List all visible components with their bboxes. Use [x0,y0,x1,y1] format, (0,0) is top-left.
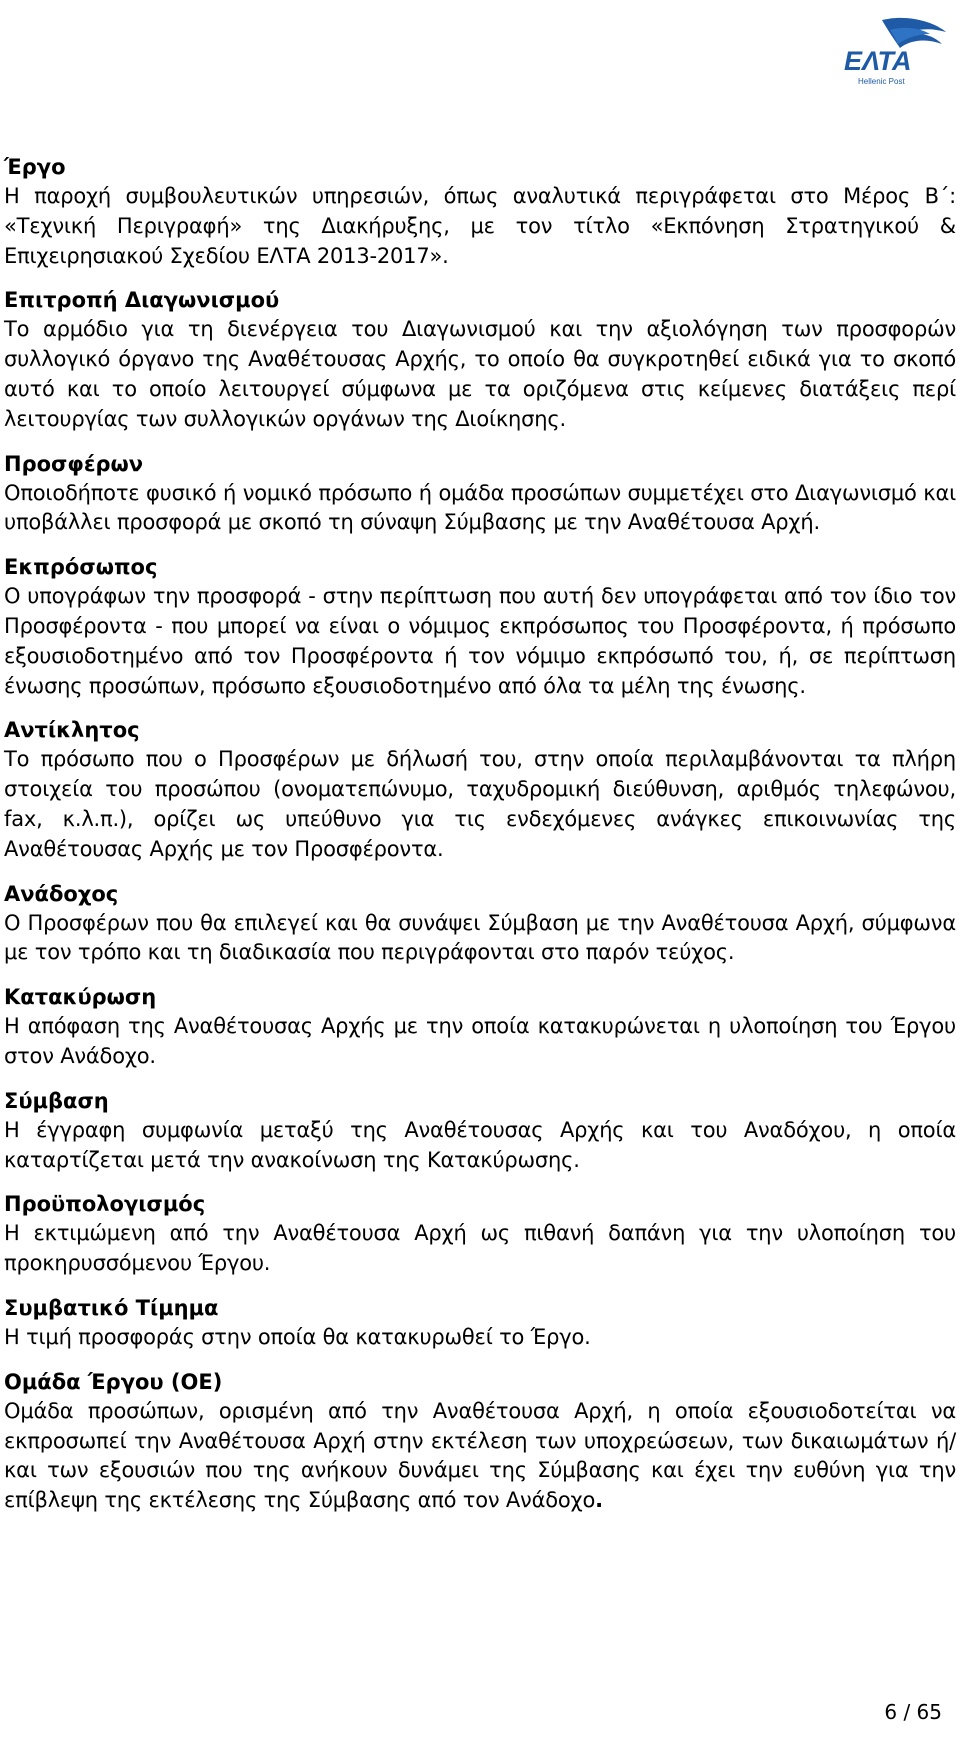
term-definition: Ο Προσφέρων που θα επιλεγεί και θα συνάψει Σύμβαση με την Αναθέτουσα Αρχή, σύμφωνα με τον τρόπο και τη διαδικασία που περιγράφονται στο παρόν τεύχος. [4,910,956,965]
term-definition: Το αρμόδιο για τη διενέργεια του Διαγωνισμού και την αξιολόγηση των προσφορών συλλογικό όργανο της Αναθέτουσας Αρχής, το οποίο θα συγκροτηθεί ειδικά για το σκοπό αυτό και το οποίο λειτουργεί σύμφωνα με τα οριζόμενα στις κείμενες διατάξεις περί λειτουργίας των συλλογικών οργάνων της Διοίκησης. [4,317,956,431]
elta-logo-graphic [838,12,950,90]
definition-antikiltos [4,715,956,864]
term-heading: Επιτροπή Διαγωνισμού [4,288,280,313]
term-heading: Ανάδοχος [4,881,119,906]
definition-omada-ergou [4,1367,956,1516]
term-definition: Ομάδα προσώπων, ορισμένη από την Αναθέτουσα Αρχή, η οποία εξουσιοδοτείται να εκπροσωπεί την Αναθέτουσα Αρχή στην εκτέλεση των υποχρεώσεων, των δικαιωμάτων ή/ και των εξουσιών που της ανήκουν δυνάμει της Σύμβασης και έχει την ευθύνη για την επίβλεψη της εκτέλεσης της Σύμβασης από τον Ανάδοχο [4,1398,956,1513]
term-definition: Το πρόσωπο που ο Προσφέρων με δήλωσή του, στην οποία περιλαμβάνονται τα πλήρη στοιχεία του προσώπου (ονοματεπώνυμο, ταχυδρομική διεύθυνση, αριθμός τηλεφώνου, fax, κ.λ.π.), ορίζει ως υπεύθυνο για τις ενδεχόμενες ανάγκες επικοινωνίας της Αναθέτουσας Αρχής με τον Προσφέροντα. [4,747,956,861]
elta-logo [838,12,950,90]
elta-logo-text: ΕΛΤΑ [844,46,912,76]
term-heading: Έργο [4,155,66,179]
definition-end-period: . [595,1488,603,1513]
term-definition: Ο υπογράφων την προσφορά - στην περίπτωση που αυτή δεν υπογράφεται από τον ίδιο τον Προσφέροντα - που μπορεί να είναι ο νόμιμος εκπρόσωπος του Προσφέροντα, ή πρόσωπο εξουσιοδοτημένο από τον Προσφέροντα ή τον νόμιμο εκπρόσωπό του, ή, σε περίπτωση ένωσης προσώπων, πρόσωπο εξουσιοδοτημένο από όλα τα μέλη της ένωσης. [4,584,956,698]
term-definition: Η παροχή συμβουλευτικών υπηρεσιών, όπως αναλυτικά περιγράφεται στο Μέρος Β΄: «Τεχνική Περιγραφή» της Διακήρυξης, με τον τίτλο «Εκπόνηση Στρατηγικού & Επιχειρησιακού Σχεδίου ΕΛΤΑ 2013-2017». [4,184,956,268]
definition-symvasi [4,1086,956,1176]
term-heading: Αντίκλητος [4,718,140,743]
definition-prosferon [4,449,956,539]
term-definition: Η τιμή προσφοράς στην οποία θα κατακυρωθεί το Έργο. [4,1324,591,1349]
term-definition-container [4,1397,956,1516]
definition-katakyrosi [4,982,956,1072]
term-heading: Σύμβαση [4,1088,109,1113]
definition-proypologismos [4,1189,956,1279]
definition-ekprosopos [4,552,956,701]
term-heading: Προσφέρων [4,451,144,476]
definition-erga [4,152,956,271]
term-definition: Η έγγραφη συμφωνία μεταξύ της Αναθέτουσας Αρχής και του Αναδόχου, η οποία καταρτίζεται μετά την ανακοίνωση της Κατακύρωσης. [4,1117,956,1172]
term-heading: Εκπρόσωπος [4,555,158,580]
definition-epitropi [4,285,956,434]
page-number: 6 / 65 [884,1700,942,1724]
definition-symvatiko-timima [4,1293,956,1353]
term-heading: Συμβατικό Τίμημα [4,1295,219,1320]
term-definition: Η εκτιμώμενη από την Αναθέτουσα Αρχή ως πιθανή δαπάνη για την υλοποίηση του προκηρυσσόμενου Έργου. [4,1221,956,1276]
document-body [4,152,956,1530]
term-heading: Προϋπολογισμός [4,1192,206,1217]
elta-logo-subtext: Hellenic Post [858,77,905,86]
term-definition: Οποιοδήποτε φυσικό ή νομικό πρόσωπο ή ομάδα προσώπων συμμετέχει στο Διαγωνισμό και υποβάλλει προσφορά με σκοπό τη σύναψη Σύμβασης με την Αναθέτουσα Αρχή. [4,480,956,535]
term-heading: Ομάδα Έργου (ΟΕ) [4,1369,223,1394]
definition-anadoxos [4,879,956,969]
term-definition: Η απόφαση της Αναθέτουσας Αρχής με την οποία κατακυρώνεται η υλοποίηση του Έργου στον Ανάδοχο. [4,1014,956,1068]
term-heading: Κατακύρωση [4,985,157,1010]
